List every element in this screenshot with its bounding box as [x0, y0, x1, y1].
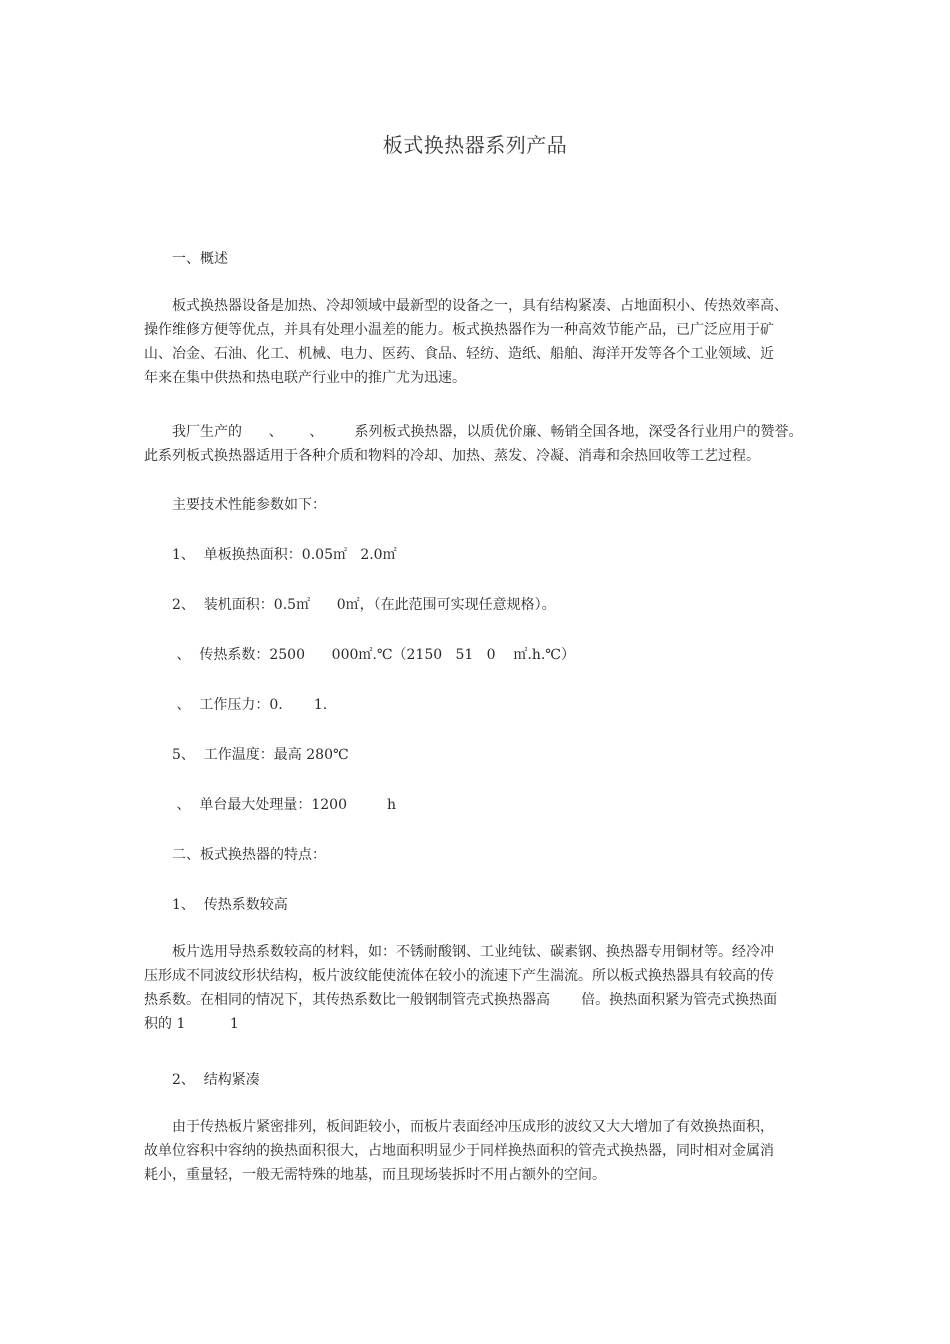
section-heading-features: 二、板式换热器的特点：	[172, 847, 326, 863]
feature-heading: 1、 传热系数较高	[172, 897, 288, 913]
paragraph-line: 由于传热板片紧密排列，板间距较小，而板片表面经冲压成形的波纹又大大增加了有效换热面积，	[172, 1119, 774, 1135]
paragraph-line: 积的 1 1	[144, 1016, 239, 1032]
param-item: 5、 工作温度：最高 280℃	[172, 747, 349, 763]
section-heading-overview: 一、概述	[172, 251, 228, 267]
param-item: 、 传热系数：2500 000㎡.℃（2150 51 0 ㎡.h.℃）	[172, 647, 575, 663]
param-item: 1、 单板换热面积：0.05㎡ 2.0㎡	[172, 547, 397, 563]
document-title: 板式换热器系列产品	[382, 133, 568, 157]
paragraph-line: 热系数。在相同的情况下，其传热系数比一般钢制管壳式换热器高 倍。换热面积紧为管壳式换热面	[144, 992, 778, 1008]
paragraph-line: 板式换热器设备是加热、冷却领域中最新型的设备之一，具有结构紧凑、占地面积小、传热效率高、	[172, 298, 788, 314]
paragraph-line: 板片选用导热系数较高的材料，如：不锈耐酸钢、工业纯钛、碳素钢、换热器专用铜材等。经冷冲	[172, 944, 774, 960]
param-item: 2、 装机面积：0.5㎡ 0㎡，（在此范围可实现任意规格）。	[172, 597, 556, 613]
paragraph-heat-transfer	[144, 940, 804, 1036]
paragraph-line: 操作维修方便等优点，并具有处理小温差的能力。板式换热器作为一种高效节能产品，已广泛应用于矿	[144, 322, 774, 338]
paragraph-line: 我厂生产的 、 、 系列板式换热器，以质优价廉、畅销全国各地，深受各行业用户的赞誉。	[172, 424, 803, 440]
param-item: 、 工作压力：0. 1.	[172, 697, 328, 713]
paragraph-overview	[144, 294, 804, 390]
paragraph-line: 故单位容积中容纳的换热面积很大，占地面积明显少于同样换热面积的管壳式换热器，同时相对金属消	[144, 1143, 774, 1159]
paragraph-line: 耗小，重量轻，一般无需特殊的地基，而且现场装拆时不用占额外的空间。	[144, 1167, 606, 1183]
params-intro: 主要技术性能参数如下：	[172, 497, 326, 513]
feature-heading: 2、 结构紧凑	[172, 1072, 260, 1088]
paragraph-products	[144, 420, 804, 468]
paragraph-line: 此系列板式换热器适用于各种介质和物料的冷却、加热、蒸发、冷凝、消毒和余热回收等工艺过程。	[144, 448, 760, 464]
param-item: 、 单台最大处理量：1200 h	[172, 797, 397, 813]
paragraph-line: 年来在集中供热和热电联产行业中的推广尤为迅速。	[144, 370, 466, 386]
paragraph-line: 山、冶金、石油、化工、机械、电力、医药、食品、轻纺、造纸、船舶、海洋开发等各个工业领域、近	[144, 346, 774, 362]
paragraph-compact	[144, 1115, 804, 1187]
paragraph-line: 压形成不同波纹形状结构，板片波纹能使流体在较小的流速下产生湍流。所以板式换热器具有较高的传	[144, 968, 774, 984]
